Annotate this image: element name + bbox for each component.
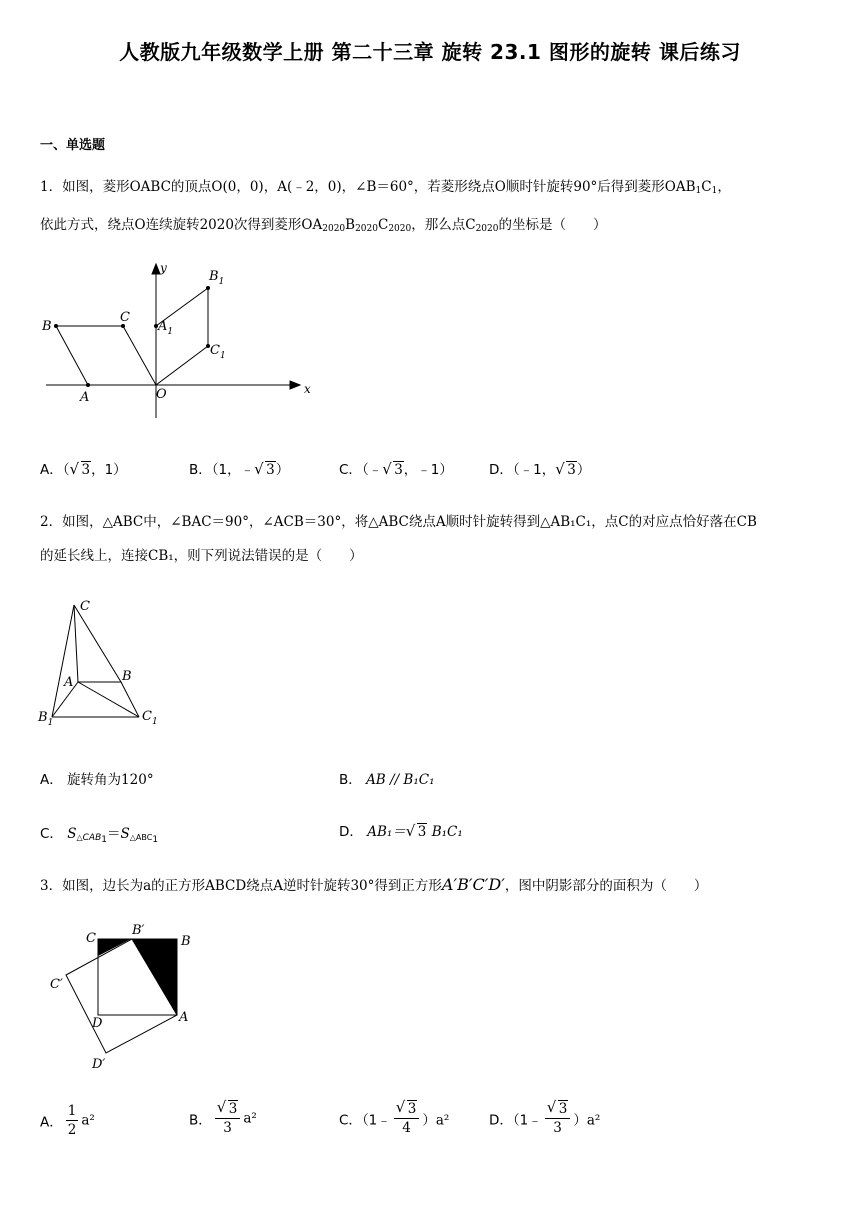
label-C: C xyxy=(86,931,96,946)
label-B: B xyxy=(181,934,191,949)
q1-text-d: 的坐标是（ ） xyxy=(498,217,607,233)
question-2-text xyxy=(40,505,830,573)
q1-option-b[interactable]: B．（1，﹣√ 3） xyxy=(189,458,289,478)
q3-prime-square: A′B′C′D′ xyxy=(441,875,505,894)
q2-figure xyxy=(36,596,176,736)
q3-option-d[interactable]: D．（1﹣ √ $\frac{3}{3}$ ）a² xyxy=(489,1100,600,1137)
question-number: 2． xyxy=(40,514,63,530)
label-A: A xyxy=(64,675,74,690)
question-1-text: 1．如图，菱形OABC的顶点O(0，0)，A(﹣2，0)，∠B＝60°，若菱形绕点O顺时针旋转90°后得到菱形$OAB_1C_1$， 依此方式，绕点O连续旋转2020次得到菱形$OA_{2020}B_{2020}C_{2020}$，那么点$C_{2020}$的坐标是（ ） xyxy=(40,179,731,234)
label-B1: $B_1$ xyxy=(209,269,225,287)
question-number: 1． xyxy=(40,179,63,195)
label-C1: $C_1$ xyxy=(210,343,226,361)
label-Bprime: B′ xyxy=(132,923,145,938)
q3-option-b[interactable]: B． √ $\frac{3}{3}$ a² xyxy=(189,1100,257,1137)
page-title: 人教版九年级数学上册 第二十三章 旋转 23.1 图形的旋转 课后练习 xyxy=(119,40,741,64)
q1-option-c[interactable]: C．（﹣√ 3，﹣1） xyxy=(339,458,453,478)
label-A: A xyxy=(80,390,90,405)
question-3-text xyxy=(40,868,830,903)
section-heading: 一、单选题 xyxy=(40,138,106,153)
question-number: 3． xyxy=(40,878,63,894)
q2-option-d[interactable]: D． AB₁＝√ 3 B₁C₁ xyxy=(339,820,463,840)
label-B: B xyxy=(122,669,132,684)
q2-option-c[interactable]: C． $S_{\triangle CAB_1}=S_{\triangle ABC_1}$ xyxy=(40,826,159,845)
label-C: C xyxy=(120,310,130,325)
q3-option-c[interactable]: C．（1﹣ √ $\frac{3}{4}$ ）a² xyxy=(339,1100,449,1137)
label-A1: $A_1$ xyxy=(158,319,174,337)
q3-text-end: ，图中阴影部分的面积为（ ） xyxy=(504,878,708,894)
label-D: D xyxy=(92,1016,103,1031)
label-O: O xyxy=(156,387,167,402)
label-Cprime: C′ xyxy=(50,977,63,992)
label-C1: $C_1$ xyxy=(142,709,158,727)
q1-option-a[interactable]: A．（√ 3，1） xyxy=(40,458,127,478)
label-x: x xyxy=(304,382,311,396)
q1-figure xyxy=(38,258,328,428)
q1-text-b: 依此方式，绕点O连续旋转2020次得到菱形OA xyxy=(40,217,323,233)
q1-text-b1: $B_1C_1$， xyxy=(685,179,731,196)
q1-text-a: 如图，菱形OABC的顶点O(0，0)，A(﹣2，0)，∠B＝60°，若菱形绕点O顺时针旋转90°后得到菱形OA xyxy=(62,179,686,195)
q3-option-a[interactable]: A． $\frac{1}{2}$ a² xyxy=(40,1103,95,1138)
label-B: B xyxy=(42,319,52,334)
q3-text: 如图，边长为a的正方形ABCD绕点A逆时针旋转30°得到正方形 xyxy=(62,878,442,894)
label-A: A xyxy=(179,1010,189,1025)
q2-option-b[interactable]: B． AB // B₁C₁ xyxy=(339,772,435,788)
q1-text-c: ，那么点C xyxy=(411,217,476,233)
label-B1: $B_1$ xyxy=(38,710,54,728)
label-C: C xyxy=(80,599,90,614)
q2-line1: 如图，△ABC中，∠BAC＝90°，∠ACB＝30°，将△ABC绕点A顺时针旋转得到△AB₁C₁，点C的对应点恰好落在CB xyxy=(62,514,757,530)
q3-figure xyxy=(46,920,206,1080)
label-y: y xyxy=(160,261,167,275)
label-Dprime: D′ xyxy=(92,1057,106,1072)
q1-option-d[interactable]: D．（﹣1，√ 3） xyxy=(489,458,590,478)
q2-option-a[interactable]: A． 旋转角为120° xyxy=(40,772,154,788)
q2-line2: 的延长线上，连接CB₁，则下列说法错误的是（ ） xyxy=(40,548,363,564)
